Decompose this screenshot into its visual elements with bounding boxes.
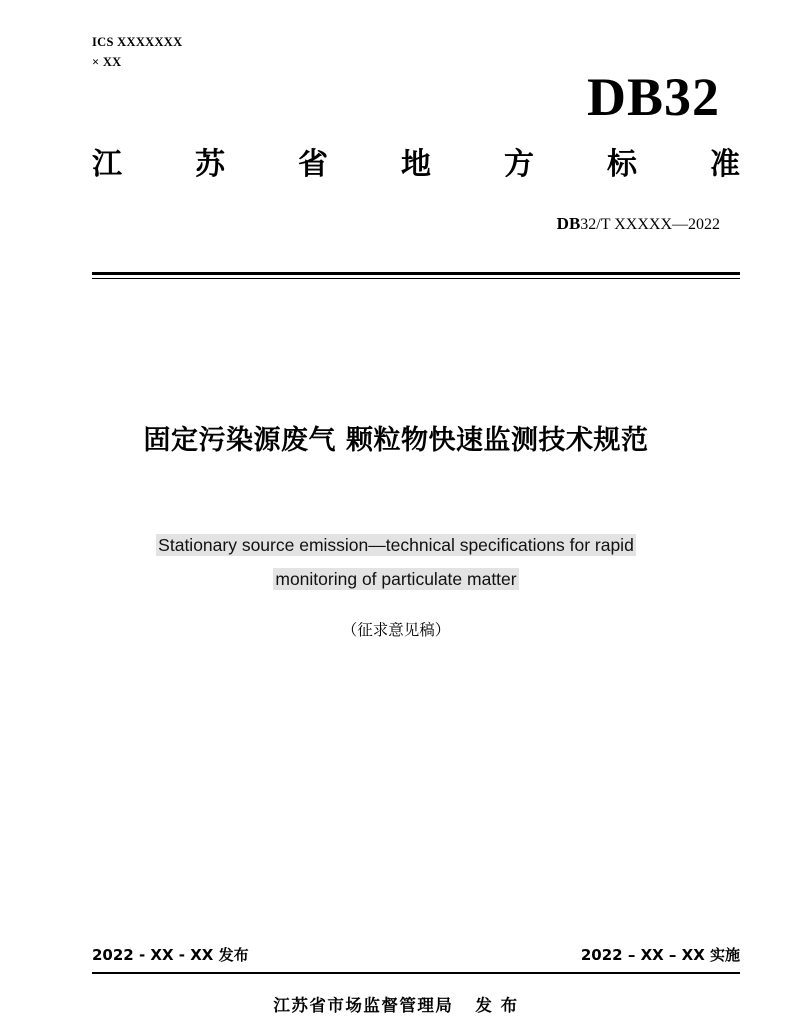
province-title-char-2: 苏 bbox=[195, 147, 225, 182]
document-title-english-line-1: Stationary source emission—technical specifications for rapid bbox=[158, 535, 634, 555]
ics-line-2: × XX bbox=[92, 55, 122, 69]
province-title-char-4: 地 bbox=[401, 147, 431, 182]
footer-rule bbox=[92, 972, 740, 974]
header-rule-thick bbox=[92, 272, 740, 275]
province-standard-title bbox=[92, 146, 740, 184]
publisher-name: 江苏省市场监督管理局 bbox=[273, 996, 454, 1015]
standard-number-prefix: DB bbox=[556, 214, 581, 233]
ics-line-1: ICS XXXXXXX bbox=[92, 35, 183, 49]
province-title-char-6: 标 bbox=[607, 147, 637, 182]
document-title-english-line-2: monitoring of particulate matter bbox=[275, 569, 517, 589]
standard-number-rest: 32/T XXXXX—2022 bbox=[580, 216, 720, 233]
province-title-char-5: 方 bbox=[504, 147, 534, 182]
publisher-publish-word: 发 布 bbox=[475, 996, 519, 1015]
document-title-chinese: 固定污染源废气 颗粒物快速监测技术规范 bbox=[143, 425, 649, 456]
issue-date: 2022 - XX - XX 发布 bbox=[92, 946, 249, 964]
province-title-char-3: 省 bbox=[298, 147, 328, 182]
publisher-line bbox=[0, 992, 792, 1016]
province-title-char-7: 准 bbox=[710, 147, 740, 182]
ics-block bbox=[92, 32, 182, 72]
header-rule-thin bbox=[92, 278, 740, 279]
standard-mark: DB32 bbox=[586, 67, 720, 127]
province-title-char-1: 江 bbox=[92, 147, 122, 182]
standard-number bbox=[557, 214, 720, 234]
footer-dates bbox=[92, 944, 740, 965]
implementation-date: 2022 – XX – XX 实施 bbox=[580, 946, 740, 964]
document-title-english bbox=[0, 528, 792, 596]
document-draft-note: （征求意见稿） bbox=[341, 621, 451, 639]
